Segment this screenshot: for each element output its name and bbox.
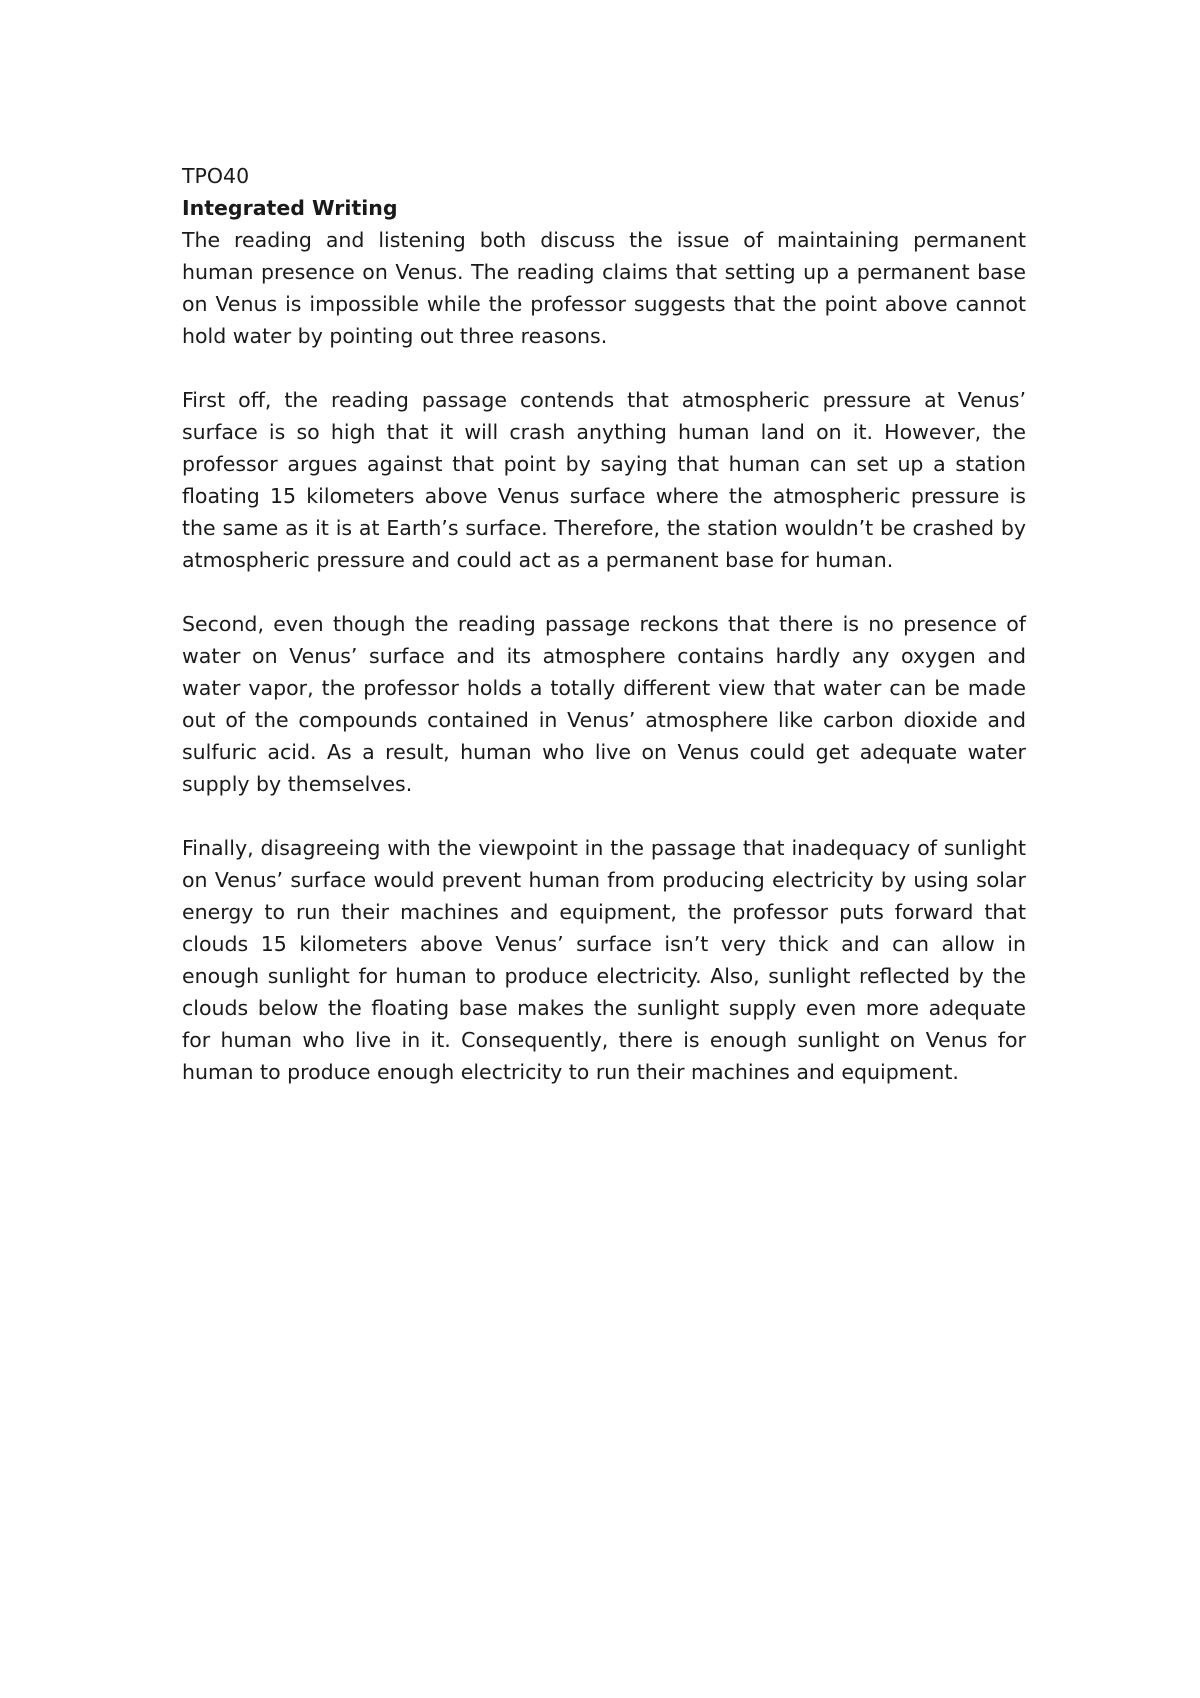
paragraph-third-point: Finally, disagreeing with the viewpoint in the passage that inadequacy of sunlight on Venus’ surface would prevent human from producing electricity by using solar energy to run their machines and equipment, the professor puts forward that clouds 15 kilometers above Venus’ surface isn’t very thick and can allow in enough sunlight for human to produce electricity. Also, sunlight reflected by the clouds below the floating base makes the sunlight supply even more adequate for human who live in it. Consequently, there is enough sunlight on Venus for human to produce enough electricity to run their machines and equipment.: [182, 836, 1026, 1084]
document-title: Integrated Writing: [182, 196, 398, 220]
paragraph-first-point: First off, the reading passage contends that atmospheric pressure at Venus’ surface is so high that it will crash anything human land on it. However, the professor argues against that point by saying that human can set up a station floating 15 kilometers above Venus surface where the atmospheric pressure is the same as it is at Earth’s surface. Therefore, the station wouldn’t be crashed by atmospheric pressure and could act as a permanent base for human.: [182, 388, 1026, 572]
document-code: TPO40: [182, 164, 250, 188]
paragraph-introduction: The reading and listening both discuss the issue of maintaining permanent human presence on Venus. The reading claims that setting up a permanent base on Venus is impossible while the professor suggests that the point above cannot hold water by pointing out three reasons.: [182, 228, 1026, 348]
document-body: [182, 160, 1026, 1088]
paragraph-second-point: Second, even though the reading passage reckons that there is no presence of water on Venus’ surface and its atmosphere contains hardly any oxygen and water vapor, the professor holds a totally different view that water can be made out of the compounds contained in Venus’ atmosphere like carbon dioxide and sulfuric acid. As a result, human who live on Venus could get adequate water supply by themselves.: [182, 612, 1026, 796]
